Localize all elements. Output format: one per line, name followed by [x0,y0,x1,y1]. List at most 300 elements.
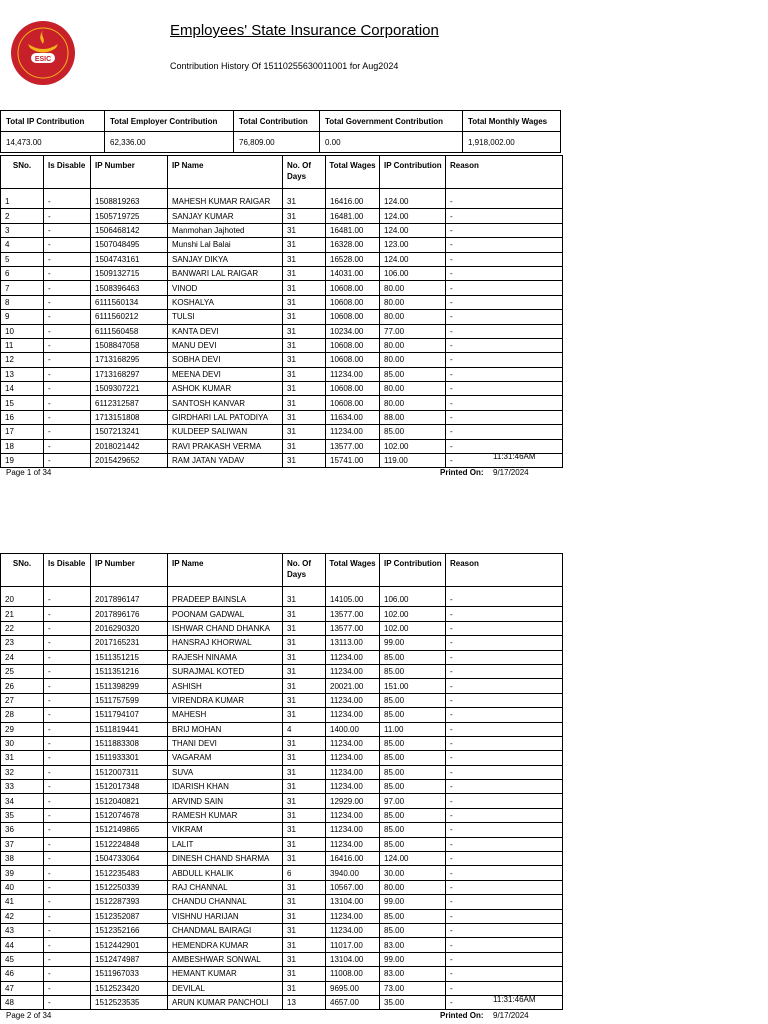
summary-value-cell: 14,473.00 [1,132,105,153]
cell-is-disable: - [44,708,91,722]
cell-ip-contribution: 80.00 [380,382,446,396]
cell-days: 31 [283,425,326,439]
table-row [1,909,563,923]
cell-is-disable: - [44,967,91,981]
cell-days: 31 [283,794,326,808]
cell-total-wages: 11008.00 [326,967,380,981]
cell-ip-name: HEMANT KUMAR [168,967,283,981]
cell-sno: 32 [1,765,44,779]
cell-ip-contribution: 85.00 [380,736,446,750]
cell-ip-name: DINESH CHAND SHARMA [168,852,283,866]
cell-ip-contribution: 85.00 [380,823,446,837]
cell-ip-number: 2015429652 [91,454,168,468]
cell-reason: - [446,295,563,309]
cell-days: 31 [283,780,326,794]
table-row [1,664,563,678]
cell-is-disable: - [44,736,91,750]
cell-total-wages: 13577.00 [326,439,380,453]
cell-is-disable: - [44,952,91,966]
table-row [1,780,563,794]
cell-ip-name: LALIT [168,837,283,851]
cell-ip-contribution: 97.00 [380,794,446,808]
cell-is-disable: - [44,693,91,707]
cell-ip-number: 1511883308 [91,736,168,750]
cell-days: 31 [283,252,326,266]
cell-days: 31 [283,895,326,909]
cell-days: 31 [283,923,326,937]
cell-total-wages: 11234.00 [326,650,380,664]
summary-header-cell: Total Employer Contribution [105,111,234,132]
cell-ip-contribution: 85.00 [380,923,446,937]
cell-reason: - [446,439,563,453]
cell-ip-number: 1512149865 [91,823,168,837]
cell-days: 31 [283,281,326,295]
table-row [1,952,563,966]
cell-days: 31 [283,266,326,280]
cell-ip-number: 1512442901 [91,938,168,952]
column-header-total-wages: Total Wages [326,156,380,189]
cell-total-wages: 16416.00 [326,852,380,866]
cell-sno: 2 [1,209,44,223]
table-row [1,679,563,693]
cell-ip-contribution: 123.00 [380,238,446,252]
cell-sno: 6 [1,266,44,280]
cell-is-disable: - [44,780,91,794]
summary-value-cell: 76,809.00 [234,132,320,153]
table-row [1,324,563,338]
table-row [1,650,563,664]
table-row [1,722,563,736]
cell-sno: 12 [1,353,44,367]
cell-ip-contribution: 99.00 [380,636,446,650]
cell-sno: 30 [1,736,44,750]
cell-is-disable: - [44,209,91,223]
cell-ip-contribution: 106.00 [380,593,446,607]
cell-sno: 23 [1,636,44,650]
cell-days: 31 [283,324,326,338]
cell-days: 31 [283,852,326,866]
cell-ip-name: VIRENDRA KUMAR [168,693,283,707]
cell-days: 31 [283,607,326,621]
cell-total-wages: 11234.00 [326,909,380,923]
logo-lettering: ESIC [34,56,52,63]
cell-sno: 33 [1,780,44,794]
cell-is-disable: - [44,751,91,765]
cell-ip-name: RAVI PRAKASH VERMA [168,439,283,453]
cell-ip-name: MAHESH [168,708,283,722]
cell-ip-name: KULDEEP SALIWAN [168,425,283,439]
cell-reason: - [446,852,563,866]
cell-total-wages: 11234.00 [326,693,380,707]
cell-ip-name: HANSRAJ KHORWAL [168,636,283,650]
table-row [1,252,563,266]
cell-ip-number: 6111560212 [91,310,168,324]
cell-days: 31 [283,952,326,966]
cell-ip-contribution: 85.00 [380,367,446,381]
cell-reason: - [446,367,563,381]
cell-ip-number: 1512235483 [91,866,168,880]
cell-sno: 17 [1,425,44,439]
cell-ip-number: 1509132715 [91,266,168,280]
cell-is-disable: - [44,324,91,338]
cell-ip-number: 6112312587 [91,396,168,410]
cell-total-wages: 10567.00 [326,880,380,894]
cell-reason: - [446,396,563,410]
cell-ip-number: 1511351215 [91,650,168,664]
cell-sno: 1 [1,195,44,209]
printed-date: 9/17/2024 [493,468,529,477]
cell-ip-contribution: 102.00 [380,607,446,621]
table-row [1,636,563,650]
cell-is-disable: - [44,923,91,937]
cell-reason: - [446,382,563,396]
table-row [1,382,563,396]
cell-reason: - [446,866,563,880]
cell-is-disable: - [44,238,91,252]
cell-ip-number: 1512007311 [91,765,168,779]
contribution-table-page-2 [0,553,563,1010]
cell-ip-number: 1505719725 [91,209,168,223]
cell-ip-contribution: 85.00 [380,909,446,923]
cell-total-wages: 13104.00 [326,895,380,909]
cell-reason: - [446,708,563,722]
cell-sno: 43 [1,923,44,937]
cell-ip-number: 1512287393 [91,895,168,909]
cell-days: 31 [283,823,326,837]
table-header-row [1,554,563,587]
cell-ip-contribution: 151.00 [380,679,446,693]
cell-reason: - [446,693,563,707]
cell-sno: 39 [1,866,44,880]
cell-total-wages: 9695.00 [326,981,380,995]
cell-ip-contribution: 80.00 [380,281,446,295]
cell-is-disable: - [44,353,91,367]
cell-is-disable: - [44,607,91,621]
cell-ip-contribution: 119.00 [380,454,446,468]
cell-ip-contribution: 85.00 [380,780,446,794]
table-row [1,353,563,367]
cell-days: 31 [283,938,326,952]
cell-total-wages: 13577.00 [326,607,380,621]
cell-ip-contribution: 85.00 [380,650,446,664]
cell-ip-name: VIKRAM [168,823,283,837]
cell-is-disable: - [44,281,91,295]
table-row [1,880,563,894]
cell-ip-number: 1512250339 [91,880,168,894]
cell-ip-contribution: 99.00 [380,952,446,966]
cell-ip-name: SOBHA DEVI [168,353,283,367]
cell-reason: - [446,209,563,223]
cell-sno: 26 [1,679,44,693]
cell-days: 31 [283,410,326,424]
cell-reason: - [446,454,563,468]
cell-sno: 28 [1,708,44,722]
cell-ip-contribution: 124.00 [380,252,446,266]
cell-total-wages: 14105.00 [326,593,380,607]
cell-ip-contribution: 124.00 [380,209,446,223]
cell-ip-contribution: 85.00 [380,837,446,851]
cell-ip-name: MEENA DEVI [168,367,283,381]
cell-days: 31 [283,650,326,664]
cell-reason: - [446,593,563,607]
cell-reason: - [446,923,563,937]
cell-total-wages: 11234.00 [326,837,380,851]
cell-sno: 16 [1,410,44,424]
cell-is-disable: - [44,866,91,880]
cell-sno: 42 [1,909,44,923]
page-title: Employees' State Insurance Corporation [170,22,439,39]
cell-total-wages: 10608.00 [326,382,380,396]
cell-ip-number: 1512352166 [91,923,168,937]
cell-days: 31 [283,353,326,367]
cell-sno: 10 [1,324,44,338]
column-header-sno: SNo. [1,156,44,189]
cell-ip-number: 1511757599 [91,693,168,707]
column-header-days: No. Of Days [283,554,326,587]
cell-ip-number: 1506468142 [91,223,168,237]
cell-sno: 48 [1,995,44,1009]
table-row [1,808,563,822]
cell-is-disable: - [44,295,91,309]
cell-total-wages: 10608.00 [326,396,380,410]
summary-value-cell: 1,918,002.00 [463,132,561,153]
cell-ip-number: 1512523535 [91,995,168,1009]
cell-days: 31 [283,396,326,410]
cell-sno: 46 [1,967,44,981]
table-row [1,439,563,453]
cell-days: 31 [283,454,326,468]
cell-ip-number: 1508396463 [91,281,168,295]
cell-ip-number: 1511819441 [91,722,168,736]
table-row [1,621,563,635]
cell-days: 31 [283,636,326,650]
cell-is-disable: - [44,880,91,894]
column-header-is-disable: Is Disable [44,156,91,189]
cell-reason: - [446,880,563,894]
cell-total-wages: 13104.00 [326,952,380,966]
cell-reason: - [446,650,563,664]
cell-ip-number: 1713168295 [91,353,168,367]
table-row [1,736,563,750]
cell-ip-name: RAJ CHANNAL [168,880,283,894]
cell-sno: 25 [1,664,44,678]
cell-is-disable: - [44,909,91,923]
cell-ip-name: BRIJ MOHAN [168,722,283,736]
cell-total-wages: 3940.00 [326,866,380,880]
cell-days: 31 [283,238,326,252]
table-body-page-2 [1,587,563,1010]
table-row [1,454,563,468]
cell-ip-contribution: 73.00 [380,981,446,995]
cell-ip-name: PRADEEP BAINSLA [168,593,283,607]
cell-days: 31 [283,664,326,678]
table-row [1,295,563,309]
column-header-reason: Reason [446,554,563,587]
cell-ip-number: 1511967033 [91,967,168,981]
cell-reason: - [446,967,563,981]
cell-ip-name: MAHESH KUMAR RAIGAR [168,195,283,209]
cell-ip-number: 1512040821 [91,794,168,808]
cell-ip-contribution: 85.00 [380,425,446,439]
cell-reason: - [446,223,563,237]
cell-total-wages: 11017.00 [326,938,380,952]
table-row [1,837,563,851]
cell-sno: 45 [1,952,44,966]
column-header-ip-name: IP Name [168,156,283,189]
table-row [1,266,563,280]
column-header-ip-contribution: IP Contribution [380,554,446,587]
cell-days: 13 [283,995,326,1009]
table-row [1,209,563,223]
cell-reason: - [446,266,563,280]
cell-ip-contribution: 85.00 [380,808,446,822]
summary-header-cell: Total Government Contribution [320,111,463,132]
cell-ip-contribution: 124.00 [380,852,446,866]
cell-is-disable: - [44,439,91,453]
summary-header-cell: Total Monthly Wages [463,111,561,132]
cell-sno: 18 [1,439,44,453]
table-row [1,995,563,1009]
cell-ip-name: ABDULL KHALIK [168,866,283,880]
cell-total-wages: 11234.00 [326,425,380,439]
cell-ip-number: 1504743161 [91,252,168,266]
cell-days: 31 [283,837,326,851]
cell-total-wages: 13113.00 [326,636,380,650]
cell-total-wages: 11234.00 [326,923,380,937]
cell-ip-name: AMBESHWAR SONWAL [168,952,283,966]
cell-ip-contribution: 35.00 [380,995,446,1009]
cell-total-wages: 11234.00 [326,664,380,678]
cell-ip-name: IDARISH KHAN [168,780,283,794]
table-row [1,895,563,909]
table-row [1,396,563,410]
cell-ip-name: VAGARAM [168,751,283,765]
cell-sno: 15 [1,396,44,410]
column-header-sno: SNo. [1,554,44,587]
cell-is-disable: - [44,425,91,439]
cell-ip-number: 1512523420 [91,981,168,995]
cell-ip-name: MANU DEVI [168,338,283,352]
cell-ip-number: 1511933301 [91,751,168,765]
table-row [1,708,563,722]
cell-is-disable: - [44,794,91,808]
cell-ip-number: 1512017348 [91,780,168,794]
page-number: Page 2 of 34 [6,1011,52,1020]
cell-ip-number: 1508819263 [91,195,168,209]
cell-ip-contribution: 124.00 [380,223,446,237]
cell-reason: - [446,195,563,209]
cell-reason: - [446,823,563,837]
cell-reason: - [446,780,563,794]
cell-days: 31 [283,909,326,923]
cell-ip-number: 6111560134 [91,295,168,309]
cell-total-wages: 10608.00 [326,295,380,309]
cell-total-wages: 11234.00 [326,808,380,822]
cell-days: 31 [283,679,326,693]
cell-days: 31 [283,736,326,750]
cell-sno: 38 [1,852,44,866]
column-header-ip-contribution: IP Contribution [380,156,446,189]
cell-ip-number: 1512224848 [91,837,168,851]
cell-days: 31 [283,209,326,223]
cell-total-wages: 20021.00 [326,679,380,693]
cell-is-disable: - [44,396,91,410]
cell-ip-name: THANI DEVI [168,736,283,750]
cell-ip-number: 1507048495 [91,238,168,252]
cell-reason: - [446,765,563,779]
cell-days: 31 [283,310,326,324]
cell-ip-contribution: 85.00 [380,708,446,722]
cell-reason: - [446,338,563,352]
cell-total-wages: 4657.00 [326,995,380,1009]
cell-sno: 31 [1,751,44,765]
cell-ip-name: Munshi Lal Balai [168,238,283,252]
table-row [1,223,563,237]
table-row [1,281,563,295]
cell-is-disable: - [44,266,91,280]
cell-reason: - [446,722,563,736]
cell-ip-name: HEMENDRA KUMAR [168,938,283,952]
cell-ip-number: 1512474987 [91,952,168,966]
cell-ip-name: VISHNU HARIJAN [168,909,283,923]
table-row [1,693,563,707]
table-row [1,310,563,324]
cell-reason: - [446,751,563,765]
cell-reason: - [446,281,563,295]
cell-days: 31 [283,751,326,765]
cell-reason: - [446,895,563,909]
cell-sno: 4 [1,238,44,252]
cell-sno: 7 [1,281,44,295]
cell-ip-name: KOSHALYA [168,295,283,309]
cell-ip-name: Manmohan Jajhoted [168,223,283,237]
cell-ip-name: KANTA DEVI [168,324,283,338]
summary-table [0,110,561,153]
cell-total-wages: 11234.00 [326,823,380,837]
cell-is-disable: - [44,664,91,678]
printed-on-label: Printed On: [440,1011,484,1020]
cell-is-disable: - [44,895,91,909]
cell-total-wages: 11234.00 [326,765,380,779]
cell-sno: 3 [1,223,44,237]
cell-ip-contribution: 80.00 [380,880,446,894]
cell-sno: 37 [1,837,44,851]
page-number: Page 1 of 34 [6,468,52,477]
cell-sno: 22 [1,621,44,635]
cell-total-wages: 11234.00 [326,751,380,765]
cell-ip-number: 1713168297 [91,367,168,381]
cell-sno: 14 [1,382,44,396]
cell-ip-number: 1507213241 [91,425,168,439]
cell-ip-name: CHANDU CHANNAL [168,895,283,909]
cell-days: 31 [283,295,326,309]
table-header-row [1,156,563,189]
cell-is-disable: - [44,636,91,650]
cell-is-disable: - [44,995,91,1009]
cell-days: 31 [283,967,326,981]
table-row [1,607,563,621]
cell-is-disable: - [44,367,91,381]
cell-ip-name: ISHWAR CHAND DHANKA [168,621,283,635]
cell-days: 31 [283,765,326,779]
cell-reason: - [446,679,563,693]
cell-total-wages: 16481.00 [326,223,380,237]
cell-reason: - [446,636,563,650]
cell-ip-contribution: 99.00 [380,895,446,909]
cell-total-wages: 12929.00 [326,794,380,808]
cell-is-disable: - [44,765,91,779]
cell-reason: - [446,995,563,1009]
